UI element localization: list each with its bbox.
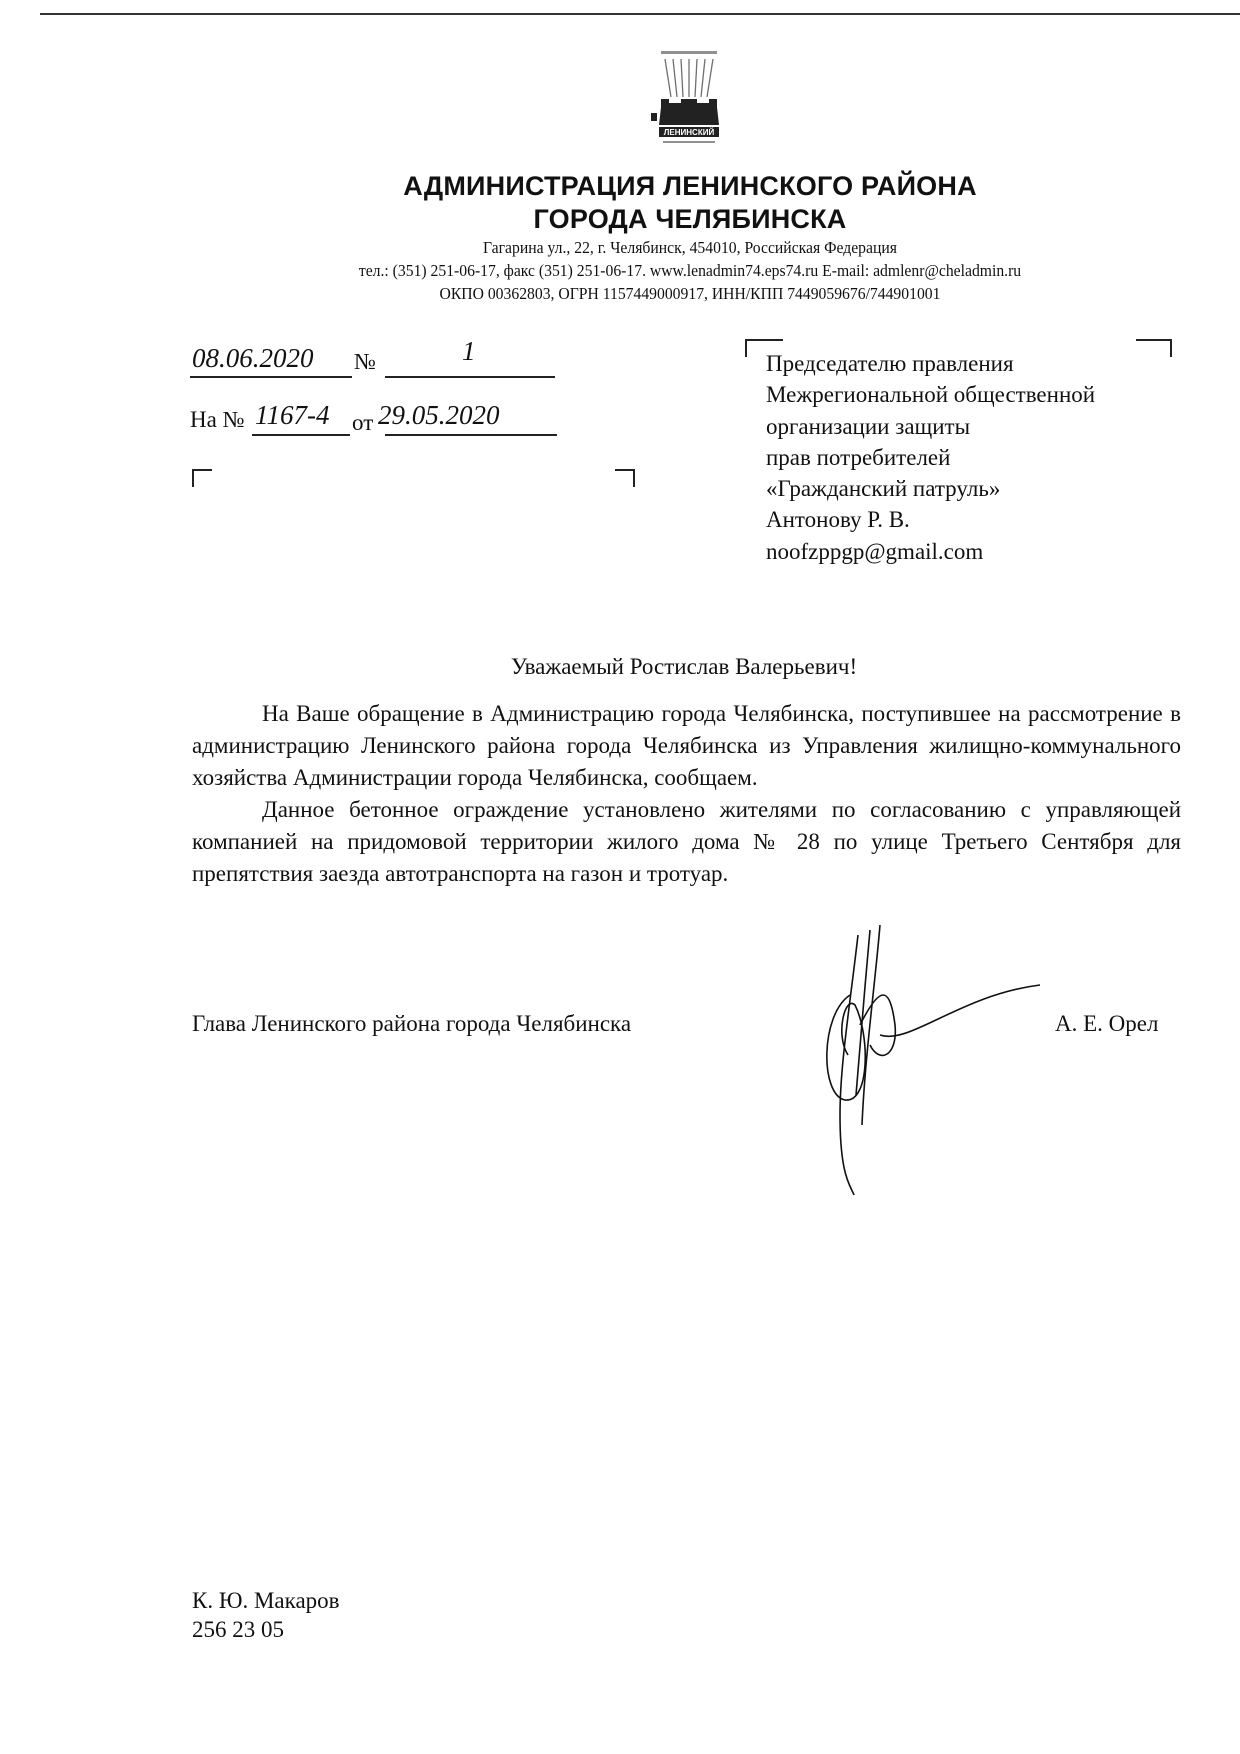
- reply-from-label: от: [352, 410, 374, 435]
- letter-date: 08.06.2020: [192, 343, 314, 373]
- svg-text:ЛЕНИНСКИЙ: ЛЕНИНСКИЙ: [663, 128, 715, 137]
- greeting: Уважаемый Ростислав Валерьевич!: [510, 654, 858, 679]
- reply-number-label: На №: [190, 407, 245, 432]
- corner-mark: [615, 469, 635, 487]
- org-contacts: тел.: (351) 251-06-17, факс (351) 251-06-17. www.lenadmin74.eps74.ru E-mail: admlenr@cheladmin.ru: [358, 261, 1022, 280]
- recipient-block: [766, 348, 1095, 567]
- org-name-line2: ГОРОДА ЧЕЛЯБИНСКА: [533, 204, 847, 234]
- reply-date: 29.05.2020: [378, 400, 500, 430]
- corner-mark: [192, 469, 212, 487]
- recipient-line: Межрегиональной общественной: [766, 382, 1096, 408]
- recipient-line: прав потребителей: [766, 444, 951, 470]
- handwritten-signature: [810, 925, 1055, 1200]
- org-name-line1: АДМИНИСТРАЦИЯ ЛЕНИНСКОГО РАЙОНА: [403, 171, 977, 201]
- paragraph: На Ваше обращение в Администрацию города Челябинска, поступившее на рассмотрение в администрацию Ленинского района города Челябинска из Управления жилищно-коммунального хозяйства Администрации города Челябинска, сообщаем.: [192, 701, 1181, 790]
- scan-top-line: [40, 13, 1240, 15]
- executor-name: К. Ю. Макаров: [192, 1588, 340, 1613]
- number-label: №: [354, 349, 376, 374]
- signatory-name: А. Е. Орел: [1055, 1011, 1159, 1036]
- signatory-position: Глава Ленинского района города Челябинска: [192, 1011, 632, 1036]
- org-codes: ОКПО 00362803, ОГРН 1157449000917, ИНН/КПП 7449059676/744901001: [439, 284, 941, 303]
- executor-phone: 256 23 05: [192, 1617, 284, 1642]
- org-address: Гагарина ул., 22, г. Челябинск, 454010, Российская Федерация: [483, 238, 897, 257]
- coat-of-arms-emblem: [645, 45, 733, 151]
- reply-number: 1167-4: [255, 400, 330, 430]
- recipient-line: Антонову Р. В.: [766, 507, 910, 533]
- recipient-line: Председателю правления: [766, 351, 1014, 376]
- letter-body: [192, 698, 1181, 890]
- recipient-email: noofzppgp@gmail.com: [766, 538, 984, 564]
- recipient-line: «Гражданский патруль»: [766, 476, 1001, 502]
- letter-number: 1: [462, 336, 476, 366]
- paragraph: Данное бетонное ограждение установлено жителями по согласованию с управляющей компанией на придомовой территории жилого дома № 28 по улице Третьего Сентября для препятствия заезда автотранспорта на газон и тротуар.: [192, 797, 1181, 886]
- corner-mark: [1136, 339, 1172, 357]
- recipient-line: организации защиты: [766, 413, 971, 439]
